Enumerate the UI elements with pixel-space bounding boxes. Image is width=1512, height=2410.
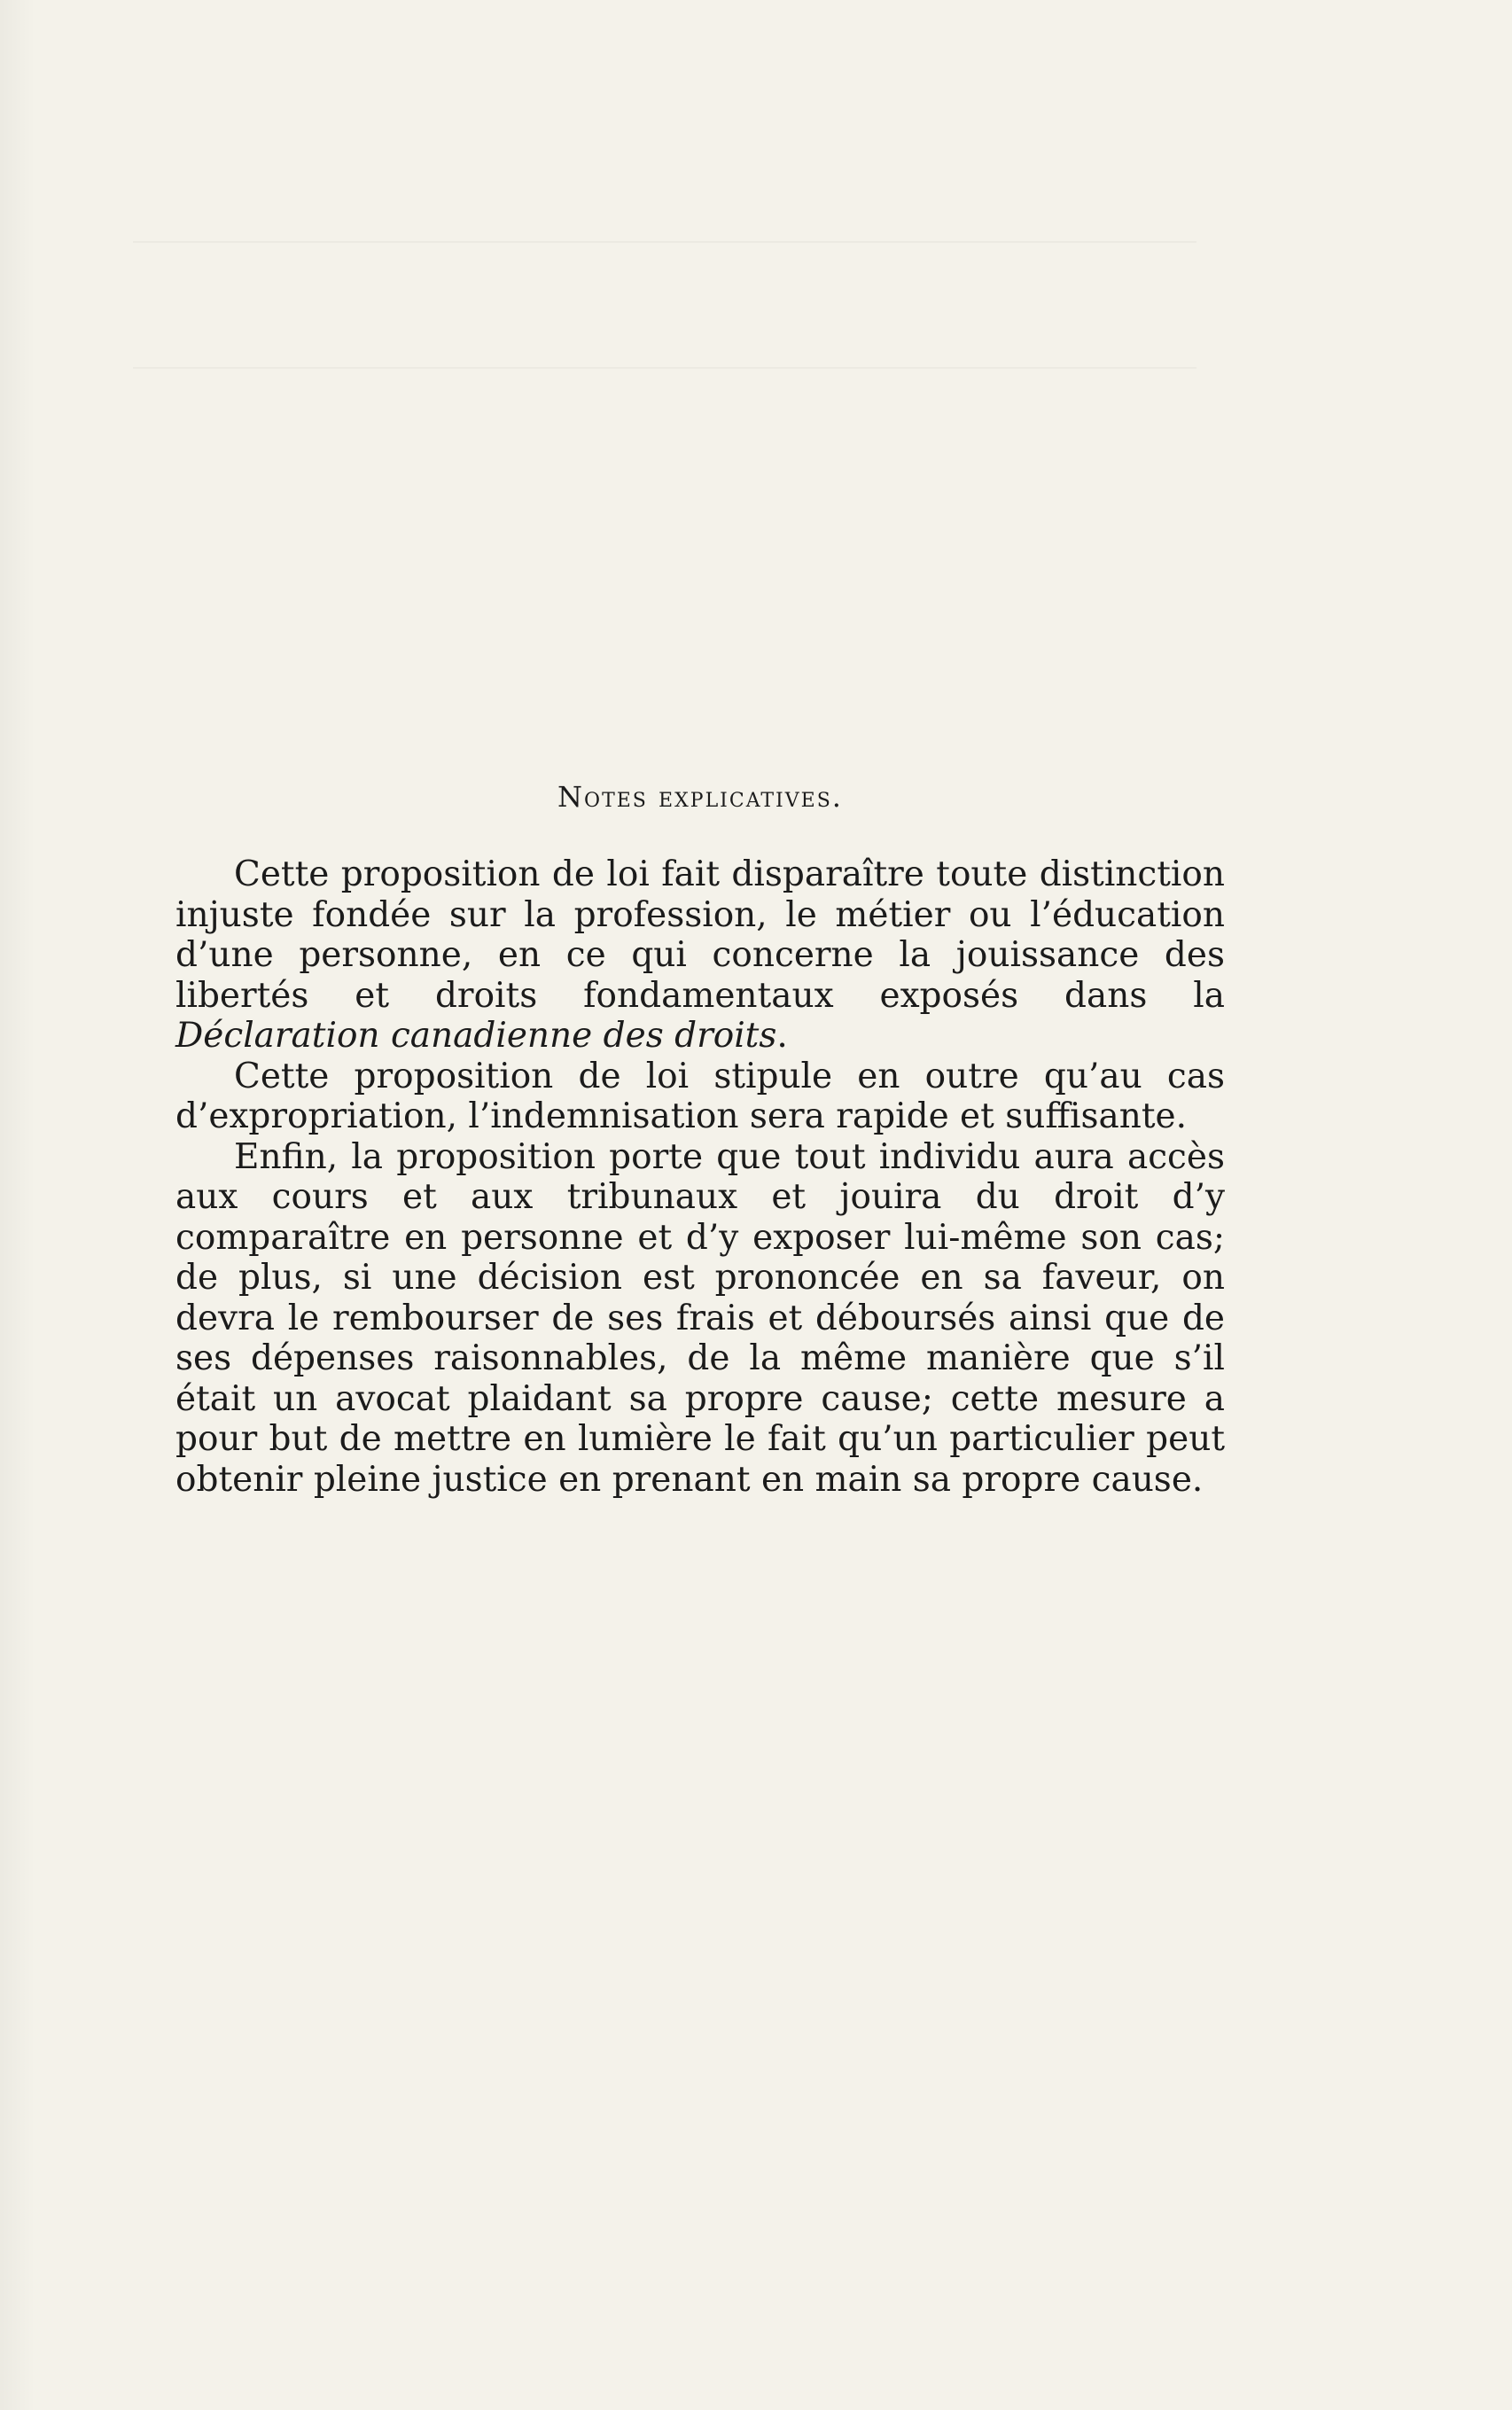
paragraph-1-text: Cette proposition de loi fait disparaître toute distinction injuste fondée sur la profession, le métier ou l’éducation d’une personne, en ce qui concerne la jouissance des libertés et droits fondamentaux exposés dans la xyxy=(175,854,1225,1016)
show-through-rule xyxy=(133,367,1196,369)
explanatory-notes xyxy=(175,780,1225,1500)
paragraph-1-end: . xyxy=(776,1016,788,1056)
notes-paragraph-1 xyxy=(175,854,1225,1057)
show-through-rule xyxy=(133,241,1196,243)
notes-paragraph-3: Enfin, la proposition porte que tout individu aura accès aux cours et aux tribunaux et jouira du droit d’y comparaître en personne et d’y exposer lui-même son cas; de plus, si une décision est prononcée en sa faveur, on devra le rembourser de ses frais et déboursés ainsi que de ses dépenses raisonnables, de la même manière que s’il était un avocat plaidant sa propre cause; cette mesure a pour but de mettre en lumière le fait qu’un particulier peut obtenir pleine justice en prenant en main sa propre cause. xyxy=(175,1136,1225,1500)
paragraph-1-italic-title: Déclaration canadienne des droits xyxy=(175,1016,777,1056)
notes-paragraph-2: Cette proposition de loi stipule en outre qu’au cas d’expropriation, l’indemnisation sera rapide et suffisante. xyxy=(175,1056,1225,1136)
notes-title: Notes explicatives. xyxy=(557,780,843,814)
